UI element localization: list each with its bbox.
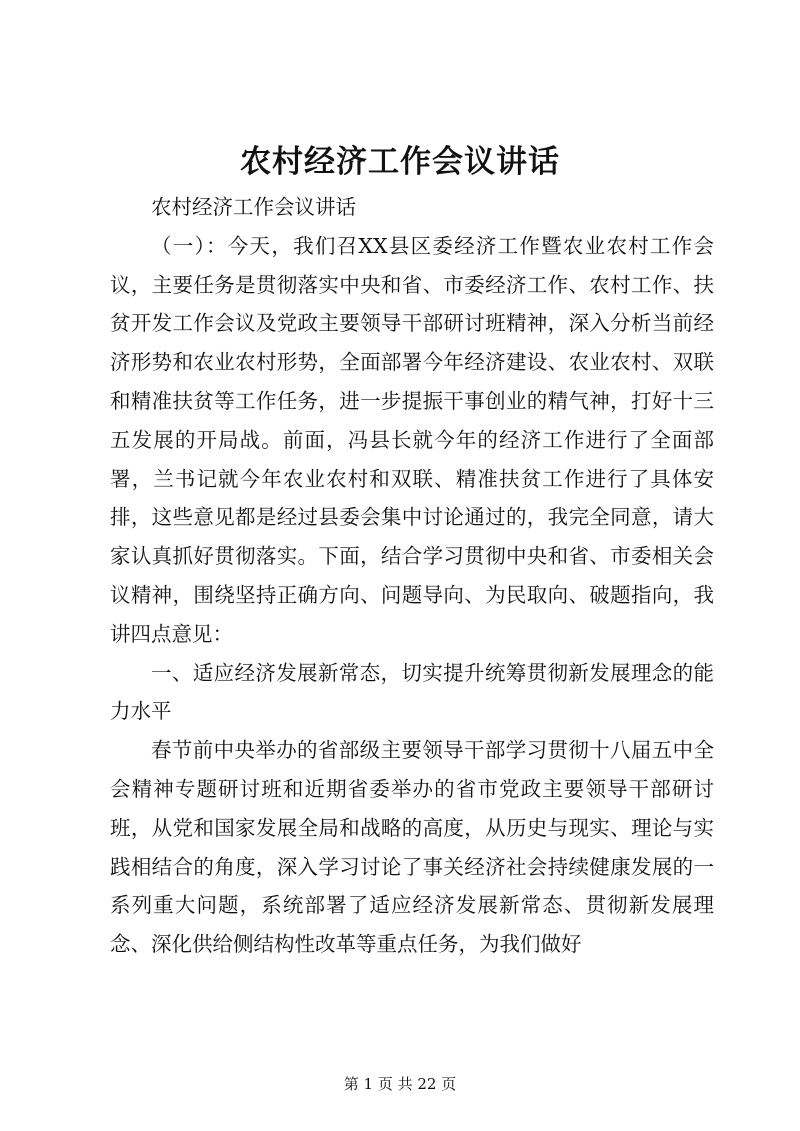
section-heading: 一、适应经济发展新常态，切实提升统筹贯彻新发展理念的能力水平 <box>110 660 714 724</box>
document-title: 农村经济工作会议讲话 <box>240 144 560 180</box>
document-body <box>110 188 714 964</box>
subtitle-paragraph: 农村经济工作会议讲话 <box>151 195 356 219</box>
page-number-footer: 第 1 页 共 22 页 <box>343 1075 457 1093</box>
intro-paragraph: （一）：今天，我们召XX县区委经济工作暨农业农村工作会议，主要任务是贯彻落实中央和省、市委经济工作、农村工作、扶贫开发工作会议及党政主要领导干部研讨班精神，深入分析当前经济形势和农业农村形势，全面部署今年经济建设、农业农村、双联和精准扶贫等工作任务，进一步提振干事创业的精气神，打好十三五发展的开局战。前面，冯县长就今年的经济工作进行了全面部署，兰书记就今年农业农村和双联、精准扶贫工作进行了具体安排，这些意见都是经过县委会集中讨论通过的，我完全同意，请大家认真抓好贯彻落实。下面，结合学习贯彻中央和省、市委相关会议精神，围绕坚持正确方向、问题导向、为民取向、破题指向，我讲四点意见： <box>110 233 714 646</box>
body-paragraph: 春节前中央举办的省部级主要领导干部学习贯彻十八届五中全会精神专题研讨班和近期省委举办的省市党政主要领导干部研讨班，从党和国家发展全局和战略的高度，从历史与现实、理论与实践相结合的角度，深入学习讨论了事关经济社会持续健康发展的一系列重大问题，系统部署了适应经济发展新常态、贯彻新发展理念、深化供给侧结构性改革等重点任务，为我们做好 <box>110 738 714 957</box>
